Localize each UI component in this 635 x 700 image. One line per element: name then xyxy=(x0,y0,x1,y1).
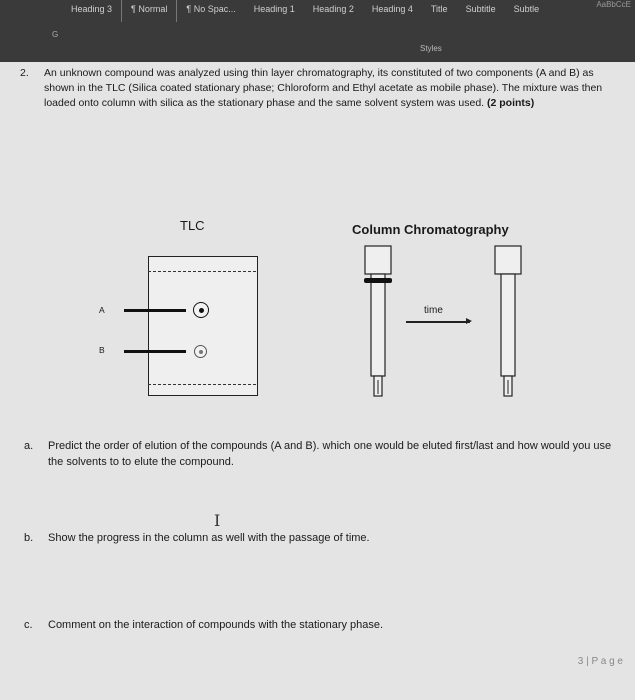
question-2 xyxy=(20,66,620,111)
compound-a-spot xyxy=(193,302,209,318)
style-subtle[interactable]: Subtle xyxy=(513,4,540,14)
tlc-baseline xyxy=(148,384,256,385)
style-heading-1[interactable]: Heading 1 xyxy=(253,4,295,14)
tlc-plate xyxy=(148,256,258,396)
style-title[interactable]: Title xyxy=(430,4,448,14)
subquestion-a xyxy=(24,438,624,470)
question-text: An unknown compound was analyzed using thin layer chromatography, its constituted of two components (A and B) as shown in the TLC (Silica coated stationary phase; Chloroform and Ethyl acetate as mobile phase). The mixture was then loaded onto column with silica as the stationary phase and the same solvent system was used. xyxy=(44,67,603,109)
column-chromatography-title: Column Chromatography xyxy=(352,222,509,237)
style-no-spacing[interactable]: ¶ No Spac... xyxy=(176,0,244,22)
subquestion-b xyxy=(24,530,624,546)
ribbon-styles-bar xyxy=(0,0,635,62)
time-arrow xyxy=(406,321,470,323)
compound-a-line xyxy=(124,309,186,312)
subquestion-letter: a. xyxy=(24,440,34,452)
style-normal[interactable]: ¶ Normal xyxy=(121,0,176,22)
style-heading-2[interactable]: Heading 2 xyxy=(312,4,354,14)
tlc-title: TLC xyxy=(180,218,205,233)
document-page xyxy=(0,62,635,700)
lane-label-b: B xyxy=(99,345,105,355)
subquestion-text: Comment on the interaction of compounds with the stationary phase. xyxy=(48,619,384,631)
style-subtitle[interactable]: Subtitle xyxy=(465,4,496,14)
style-heading-3[interactable]: Heading 3 xyxy=(71,4,113,14)
subquestion-text: Show the progress in the column as well with the passage of time. xyxy=(48,532,370,544)
compound-b-spot xyxy=(194,345,207,358)
styles-group-label: Styles xyxy=(420,44,442,53)
style-heading-4[interactable]: Heading 4 xyxy=(371,4,413,14)
time-label: time xyxy=(424,305,443,316)
subquestion-letter: c. xyxy=(24,619,33,631)
question-points: (2 points) xyxy=(487,97,535,109)
subquestion-text: Predict the order of elution of the compounds (A and B). which one would be eluted first/last and how would you use the solvents to to elute the compound. xyxy=(48,440,612,468)
columns-drawing xyxy=(355,240,535,410)
ribbon-style-preview: AaBbCcE xyxy=(596,0,631,9)
lane-label-a: A xyxy=(99,305,105,315)
question-number: 2. xyxy=(20,67,29,79)
ribbon-group-mark: G xyxy=(52,30,59,39)
subquestion-c xyxy=(24,617,624,633)
column-start xyxy=(364,246,392,396)
column-later xyxy=(495,246,521,396)
text-cursor-icon: I xyxy=(214,511,221,530)
styles-gallery xyxy=(62,0,548,22)
tlc-solvent-front xyxy=(148,271,256,272)
loaded-sample-band xyxy=(364,278,392,283)
compound-b-line xyxy=(124,350,186,353)
subquestion-letter: b. xyxy=(24,532,34,544)
page-number: 3 | P a g e xyxy=(577,656,623,667)
